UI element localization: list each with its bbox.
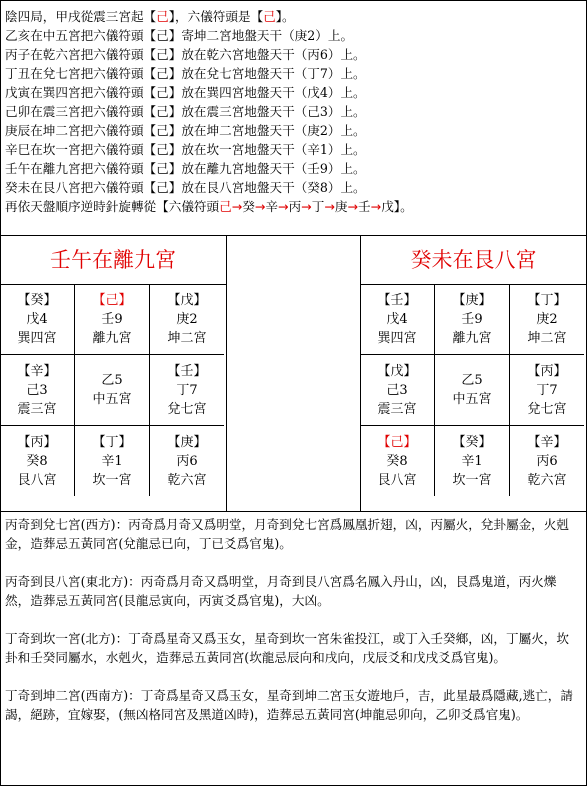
palace-cell [75,426,150,497]
panel-bottom-divider [0,511,587,512]
intro-line: 丁丑在兌七宮把六儀符頭【己】放在兌七宮地盤天干（丁7）上。 [5,66,366,81]
cell-earth: 癸8 [386,453,408,469]
cell-palace: 中五宮 [92,392,132,407]
arrow-icon: → [278,199,289,214]
sequence-stem: 癸 [242,199,255,214]
arrow-icon: → [324,199,335,214]
cell-palace: 坎一宮 [92,472,132,488]
cell-earth: 己3 [26,382,48,398]
palace-cell [510,426,585,497]
cell-palace: 坤二宮 [167,330,207,346]
palace-cell [435,426,510,497]
intro-line: 壬午在離九宮把六儀符頭【己】放在離九宮地盤天干（壬9）上。 [5,161,366,176]
sequence-stem: 戊 [381,199,394,214]
sequence-stem: 壬 [358,199,371,214]
palace-cell [150,355,225,426]
cell-heaven: 【壬】 [167,363,207,379]
intro-line: 己卯在震三宮把六儀符頭【己】放在震三宮地盤天干（己3）上。 [5,104,366,119]
sequence-stem: 己 [219,199,232,214]
cell-earth: 壬9 [101,311,123,327]
cell-palace: 兌七宮 [167,401,207,417]
arrow-icon: → [370,199,382,214]
right-palace-grid [360,284,584,496]
palace-cell [360,426,435,497]
cell-earth: 辛1 [461,453,483,469]
cell-palace: 坤二宮 [527,330,567,346]
intro-line: 庚辰在坤二宮把六儀符頭【己】放在坤二宮地盤天干（庚2）上。 [5,123,366,138]
sequence-stem: 辛 [265,199,278,214]
explanation-paragraph: 丁奇到坤二宮(西南方)：丁奇爲星奇又爲玉女，星奇到坤二宮玉女遊地戶，吉，此星最爲隱藏,逃亡，請謁，絕跡，宜嫁娶，(無凶格同宮及黑道凶時)，造葬忌五黃同宮(坤龍忌卯向，乙卯爻爲官鬼)。 [5,688,573,722]
cell-heaven: 【己】 [377,434,417,450]
cell-earth: 壬9 [461,311,483,327]
cell-earth: 戊4 [26,311,48,327]
cell-heaven: 【丙】 [17,434,57,450]
palace-cell [150,284,225,355]
cell-earth: 丙6 [176,453,198,469]
cell-palace: 震三宮 [377,401,417,417]
intro-line: 戊寅在巽四宮把六儀符頭【己】放在巽四宮地盤天干（戊4）上。 [5,85,366,100]
cell-palace: 巽四宮 [377,330,417,346]
cell-palace: 乾六宮 [167,472,207,488]
intro-line: 乙亥在中五宮把六儀符頭【己】寄坤二宮地盤天干（庚2）上。 [5,28,354,43]
cell-heaven: 【庚】 [452,292,492,308]
palace-cell [360,284,435,355]
cell-earth: 乙5 [101,373,123,388]
intro-block [5,7,580,216]
cell-earth: 戊4 [386,311,408,327]
cell-heaven: 【丙】 [527,363,567,379]
cell-palace: 坎一宮 [452,472,492,488]
intro-sequence-line: 再依天盤順序逆時針旋轉從【六儀符頭己→癸→辛→丙→丁→庚→壬→戊】。 [5,199,413,214]
explanation-paragraph: 丙奇到艮八宮(東北方)：丙奇爲月奇又爲明堂，月奇到艮八宮爲名鳳入丹山，凶，艮爲鬼道，丙火爍然，造葬忌五黃同宮(艮龍忌寅向，丙寅爻爲官鬼)，大凶。 [5,574,557,608]
cell-palace: 離九宮 [92,330,132,346]
cell-heaven: 【辛】 [527,434,567,450]
cell-palace: 兌七宮 [527,401,567,417]
cell-earth: 丁7 [536,382,558,398]
arrow-icon: → [347,199,359,214]
cell-earth: 乙5 [461,373,483,388]
intro-line-1: 陰四局，甲戌從震三宮起【己】，六儀符頭是【己】。 [5,9,295,24]
cell-heaven: 【庚】 [167,434,207,450]
intro-line: 辛巳在坎一宮把六儀符頭【己】放在坎一宮地盤天干（辛1）上。 [5,142,366,157]
palace-cell [0,426,75,497]
cell-earth: 庚2 [536,311,558,327]
palace-cell [150,426,225,497]
cell-palace: 艮八宮 [377,472,417,488]
explanation-paragraph: 丙奇到兌七宮(西方)：丙奇爲月奇又爲明堂，月奇到兌七宮爲鳳凰折翅，凶，丙屬火，兌卦屬金，火剋金，造葬忌五黃同宮(兌龍忌已向，丁已爻爲官鬼)。 [5,517,569,551]
left-palace-grid [0,284,224,496]
cell-earth: 庚2 [176,311,198,327]
palace-cell [75,355,150,426]
cell-palace: 中五宮 [452,392,492,407]
cell-heaven: 【戊】 [167,292,207,308]
left-panel-right-border [226,235,227,511]
intro-line: 丙子在乾六宮把六儀符頭【己】放在乾六宮地盤天干（丙6）上。 [5,47,366,62]
cell-heaven: 【辛】 [17,363,57,379]
cell-heaven: 【癸】 [17,292,57,308]
cell-heaven: 【壬】 [377,292,417,308]
sequence-stem: 庚 [334,199,348,214]
left-panel-title: 壬午在離九宮 [50,248,176,272]
cell-heaven: 【戊】 [377,363,417,379]
palace-cell [360,355,435,426]
cell-palace: 艮八宮 [17,472,57,488]
cell-earth: 丙6 [536,453,558,469]
cell-earth: 辛1 [101,453,123,469]
palace-cell [75,284,150,355]
sequence-stem: 丁 [311,199,325,214]
cell-heaven: 【丁】 [92,434,132,450]
palace-cell [510,284,585,355]
cell-palace: 離九宮 [452,330,492,346]
cell-heaven: 【己】 [92,292,132,308]
cell-palace: 巽四宮 [17,330,57,346]
arrow-icon: → [254,199,266,214]
palace-cell [0,284,75,355]
right-panel-title: 癸未在艮八宮 [410,248,537,272]
palace-cell [0,355,75,426]
cell-heaven: 【癸】 [452,434,492,450]
intro-rows [5,26,580,197]
intro-line: 癸未在艮八宮把六儀符頭【己】放在艮八宮地盤天干（癸8）上。 [5,180,366,195]
sequence-stem: 丙 [288,199,302,214]
panel-top-divider [0,235,587,236]
cell-earth: 癸8 [26,453,48,469]
cell-earth: 己3 [386,382,408,398]
palace-cell [510,355,585,426]
cell-palace: 乾六宮 [527,472,567,488]
cell-heaven: 【丁】 [527,292,567,308]
explanation-paragraphs [5,515,581,724]
palace-cell [435,355,510,426]
cell-earth: 丁7 [176,382,198,398]
explanation-paragraph: 丁奇到坎一宮(北方)：丁奇爲星奇又爲玉女，星奇到坎一宮朱雀投江，或丁入壬癸鄉，凶，丁屬火，坎卦和壬癸同屬水，水剋火，造葬忌五黃同宮(坎龍忌辰向和戌向，戊辰爻和戊戌爻爲官鬼)。 [5,631,569,665]
cell-palace: 震三宮 [17,401,57,417]
arrow-icon: → [231,199,243,214]
palace-cell [435,284,510,355]
arrow-icon: → [301,199,312,214]
